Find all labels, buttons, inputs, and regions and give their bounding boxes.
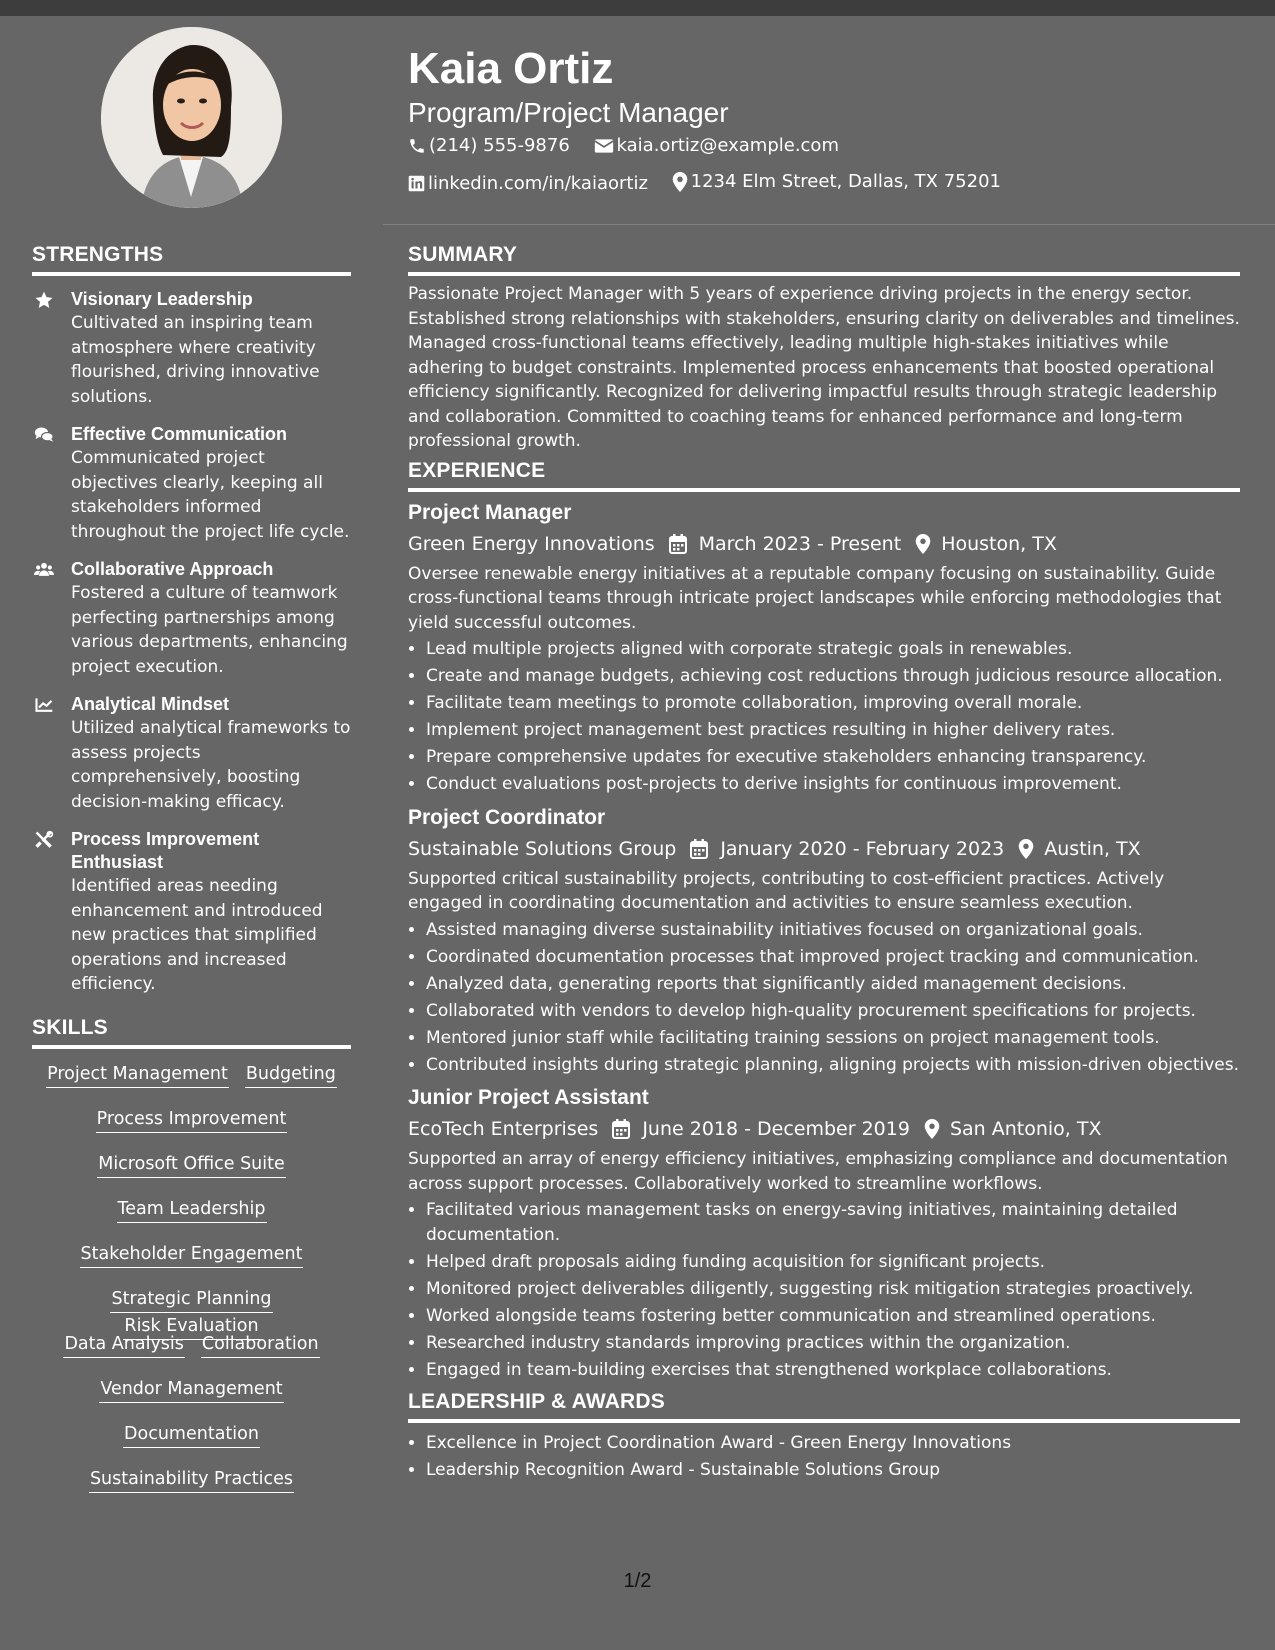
main-column	[408, 238, 1240, 1485]
strengths-list	[32, 288, 351, 997]
skill-row	[32, 1061, 351, 1106]
job-bullet: • Conduct evaluations post-projects to derive insights for continuous improvement.	[426, 772, 1240, 797]
job-company: Green Energy Innovations	[408, 532, 655, 555]
summary-text: Passionate Project Manager with 5 years of experience driving projects in the energy sector. Established strong relationships with stakeholders, ensuring clarity on deliverables and timelines. Managed cross-functional teams effectively, leading multiple high-stakes initiatives while adhering to budget constraints. Implemented process enhancements that boosted operational efficiency significantly. Recognized for delivering impactful results through strategic leadership and collaboration. Committed to coaching teams for enhanced performance and long-term professional growth.	[408, 284, 1240, 451]
strength-title: Process Improvement Enthusiast	[71, 829, 260, 872]
strengths-heading: STRENGTHS	[32, 238, 351, 276]
job-entry	[408, 498, 1240, 797]
skill-tag: Strategic Planning	[110, 1286, 272, 1313]
job-description: Supported an array of energy efficiency initiatives, emphasizing compliance and documentation across support processes. Collaboratively worked to streamline workflows.	[408, 1149, 1228, 1194]
job-bullet: • Create and manage budgets, achieving cost reductions through judicious resource allocation.	[426, 664, 1240, 689]
address-contact	[672, 166, 1001, 198]
map-pin-icon	[915, 534, 931, 554]
skill-row	[32, 1421, 351, 1466]
strength-item	[32, 423, 351, 544]
strength-item	[32, 558, 351, 679]
phone-icon	[408, 137, 426, 155]
map-pin-icon	[672, 172, 688, 192]
skill-tag: Budgeting	[245, 1061, 337, 1088]
skill-tag: Stakeholder Engagement	[80, 1241, 304, 1268]
skill-tag: Process Improvement	[96, 1106, 288, 1133]
candidate-name: Kaia Ortiz	[408, 44, 614, 93]
candidate-title: Program/Project Manager	[408, 97, 729, 128]
strength-desc: Cultivated an inspiring team atmosphere where creativity flourished, driving innovative solutions.	[71, 313, 320, 407]
strength-title: Analytical Mindset	[71, 694, 230, 714]
skill-tag: Risk Evaluation	[123, 1313, 259, 1340]
skill-tag: Microsoft Office Suite	[97, 1151, 286, 1178]
job-location: San Antonio, TX	[949, 1118, 1102, 1140]
job-dates: March 2023 - Present	[698, 532, 902, 555]
skill-row	[32, 1196, 351, 1241]
summary-heading: SUMMARY	[408, 238, 1240, 276]
job-bullet: • Engaged in team-building exercises that strengthened workplace collaborations.	[426, 1358, 1240, 1383]
skill-row	[32, 1241, 351, 1286]
job-bullet: • Prepare comprehensive updates for executive stakeholders enhancing transparency.	[426, 745, 1240, 770]
job-dates: June 2018 - December 2019	[642, 1118, 910, 1140]
skill-tag: Team Leadership	[117, 1196, 267, 1223]
left-column	[32, 238, 351, 1511]
job-company: Sustainable Solutions Group	[408, 837, 677, 860]
strength-item	[32, 693, 351, 814]
job-bullets	[408, 637, 1240, 797]
skills-list	[32, 1061, 351, 1511]
job-bullet: • Facilitated various management tasks on energy-saving initiatives, maintaining detailed documentation.	[426, 1198, 1240, 1247]
skill-row	[32, 1331, 351, 1376]
job-entry	[408, 1083, 1240, 1382]
skill-row	[32, 1376, 351, 1421]
job-location: Houston, TX	[941, 532, 1057, 555]
strength-title: Effective Communication	[71, 424, 288, 444]
strength-desc: Communicated project objectives clearly, keeping all stakeholders informed throughout the project life cycle.	[71, 448, 350, 542]
skill-tag: Data Analysis	[63, 1331, 184, 1358]
job-bullet: • Contributed insights during strategic planning, aligning projects with mission-driven objectives.	[426, 1053, 1240, 1078]
strength-title: Collaborative Approach	[71, 559, 274, 579]
job-bullet: • Researched industry standards improving practices within the organization.	[426, 1331, 1240, 1356]
phone-contact[interactable]	[408, 130, 570, 162]
job-dates: January 2020 - February 2023	[720, 837, 1005, 860]
envelope-icon	[594, 137, 614, 155]
strength-item	[32, 288, 351, 409]
chart-line-icon	[33, 695, 55, 715]
skill-tag: Documentation	[123, 1421, 260, 1448]
awards-heading: LEADERSHIP & AWARDS	[408, 1385, 1240, 1423]
strength-desc: Utilized analytical frameworks to assess projects comprehensively, boosting decision-making efficacy.	[71, 718, 351, 812]
skill-row	[32, 1106, 351, 1151]
job-bullet: • Monitored project deliverables diligently, suggesting risk mitigation strategies proactively.	[426, 1277, 1240, 1302]
job-bullets	[408, 918, 1240, 1078]
linkedin-contact[interactable]	[408, 168, 648, 200]
skill-tag: Project Management	[46, 1061, 229, 1088]
map-pin-icon	[924, 1119, 940, 1139]
header-divider	[383, 224, 1275, 225]
resume-header	[408, 42, 1238, 203]
star-icon	[33, 290, 55, 310]
job-bullet: • Mentored junior staff while facilitating training sessions on project management tools.	[426, 1026, 1240, 1051]
contact-line	[408, 130, 1238, 166]
tools-icon	[33, 830, 55, 850]
linkedin-text: linkedin.com/in/kaiaortiz	[428, 172, 648, 194]
award-item: • Leadership Recognition Award - Sustainable Solutions Group	[426, 1458, 1240, 1483]
job-bullets	[408, 1198, 1240, 1382]
job-description: Supported critical sustainability projects, contributing to cost-efficient practices. Actively engaged in coordinating documentation and activities to ensure seamless execution.	[408, 868, 1165, 913]
awards-list	[408, 1431, 1240, 1483]
email-contact[interactable]	[594, 130, 839, 162]
skill-tag: Collaboration	[201, 1331, 320, 1358]
page-number: 1/2	[623, 1570, 652, 1592]
calendar-icon	[690, 839, 708, 859]
job-bullet: • Collaborated with vendors to develop high-quality procurement specifications for projects.	[426, 999, 1240, 1024]
job-location: Austin, TX	[1044, 837, 1141, 860]
job-entry	[408, 803, 1240, 1078]
job-meta	[408, 833, 1240, 865]
map-pin-icon	[1018, 839, 1034, 859]
email-text: kaia.ortiz@example.com	[616, 135, 839, 156]
phone-text: (214) 555-9876	[429, 135, 570, 156]
skills-heading: SKILLS	[32, 1011, 351, 1049]
strength-desc: Identified areas needing enhancement and introduced new practices that simplified operations and increased efficiency.	[71, 876, 323, 994]
strength-title: Visionary Leadership	[71, 289, 253, 309]
users-icon	[33, 560, 55, 580]
job-bullet: • Facilitate team meetings to promote collaboration, improving overall morale.	[426, 691, 1240, 716]
top-bar	[0, 0, 1275, 16]
experience-heading: EXPERIENCE	[408, 454, 1240, 492]
job-title: Project Coordinator	[408, 805, 606, 829]
job-title: Junior Project Assistant	[408, 1086, 649, 1109]
strength-item	[32, 828, 351, 997]
skill-row	[32, 1151, 351, 1196]
comments-icon	[33, 425, 55, 445]
skill-tag: Sustainability Practices	[89, 1466, 294, 1493]
job-bullet: • Lead multiple projects aligned with corporate strategic goals in renewables.	[426, 637, 1240, 662]
award-item: • Excellence in Project Coordination Award - Green Energy Innovations	[426, 1431, 1240, 1456]
skill-row	[32, 1286, 351, 1336]
calendar-icon	[669, 534, 687, 554]
job-description: Oversee renewable energy initiatives at a reputable company focusing on sustainability. Guide cross-functional teams through intricate project landscapes while enforcing methodologies that yield successful outcomes.	[408, 563, 1222, 633]
skill-row	[32, 1466, 351, 1511]
skill-tag: Vendor Management	[99, 1376, 283, 1403]
job-bullet: • Assisted managing diverse sustainability initiatives focused on organizational goals.	[426, 918, 1240, 943]
calendar-icon	[612, 1119, 630, 1139]
contact-line	[408, 166, 1238, 203]
job-bullet: • Helped draft proposals aiding funding acquisition for significant projects.	[426, 1250, 1240, 1275]
job-bullet: • Worked alongside teams fostering better communication and streamlined operations.	[426, 1304, 1240, 1329]
job-meta	[408, 528, 1240, 560]
job-bullet: • Analyzed data, generating reports that significantly aided management decisions.	[426, 972, 1240, 997]
profile-photo	[101, 27, 282, 208]
address-text: 1234 Elm Street, Dallas, TX 75201	[690, 171, 1001, 192]
job-bullet: • Implement project management best practices resulting in higher delivery rates.	[426, 718, 1240, 743]
strength-desc: Fostered a culture of teamwork perfecting partnerships among various departments, enhancing project execution.	[71, 583, 348, 677]
job-company: EcoTech Enterprises	[408, 1118, 599, 1140]
job-title: Project Manager	[408, 500, 572, 524]
job-meta	[408, 1113, 1240, 1145]
job-bullet: • Coordinated documentation processes that improved project tracking and communication.	[426, 945, 1240, 970]
linkedin-icon	[408, 175, 425, 192]
